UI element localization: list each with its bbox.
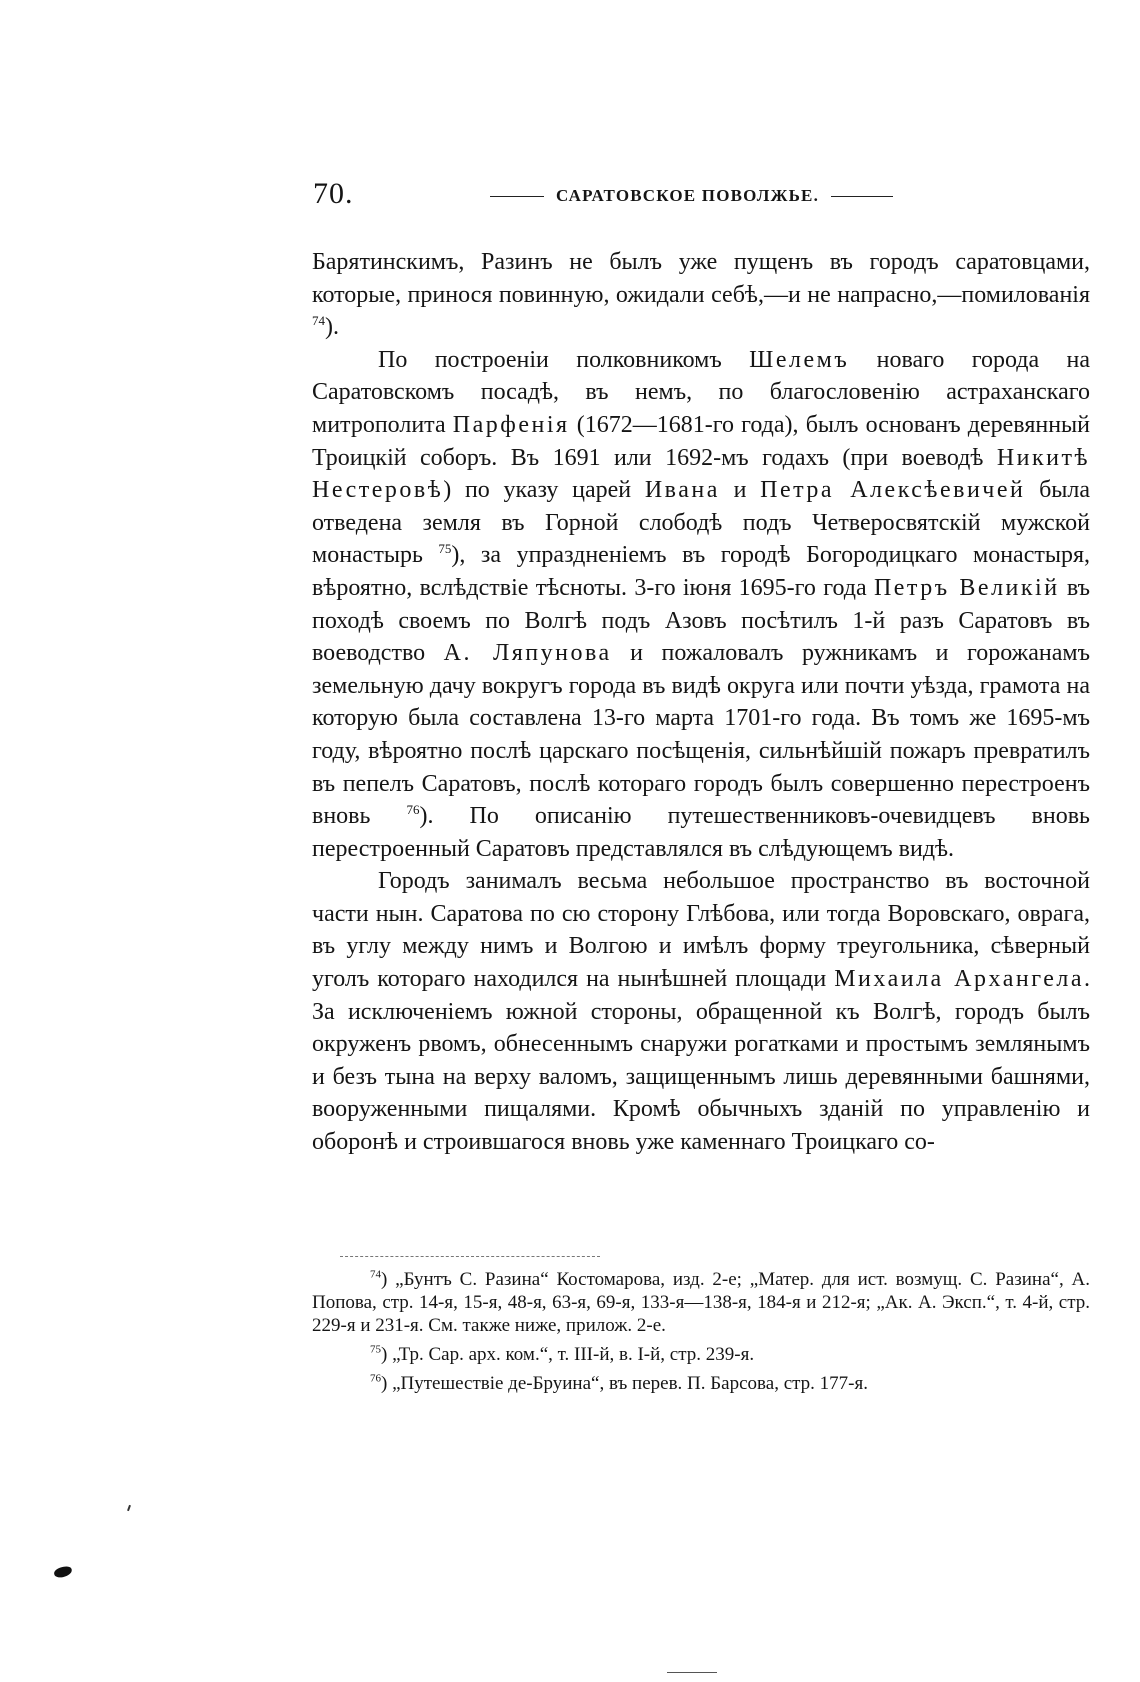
bottom-scan-mark bbox=[667, 1672, 717, 1673]
running-title: САРАТОВСКОЕ ПОВОЛЖЬЕ. bbox=[556, 186, 820, 205]
running-head bbox=[490, 186, 920, 206]
footnote-76: $^{76}$) „Путешествіе де-Бруина“, въ перев. П. Барсова, стр. 177-я. bbox=[370, 1372, 868, 1394]
paragraph-3: Городъ занималъ весьма небольшое пространство въ восточной части нын. Саратова по сю сторону Глѣбова, или тогда Воровскаго, оврага, въ углу между нимъ и Волгою и имѣлъ форму треугольника, сѣверный уголъ котораго находился на нынѣшней площади Михаила Архангела. За исключеніемъ южной стороны, обращенной къ Волгѣ, городъ былъ окруженъ рвомъ, обнесеннымъ снаружи рогатками и простымъ землянымъ и безъ тына на верху валомъ, защищеннымъ лишь деревянными башнями, вооруженными пищалями. Кромѣ обычныхъ зданій по управленію и оборонѣ и строившагося вновь уже каменнаго Троицкаго со- bbox=[312, 868, 1090, 1156]
running-head-rule-left bbox=[490, 196, 544, 197]
name-lyapunov: А. Ляпунова bbox=[443, 640, 612, 667]
footnote-ref-74: 74 bbox=[312, 313, 325, 329]
footnote-75: $^{75}$) „Тр. Сар. арх. ком.“, т. III-й, в. I-й, стр. 239-я. bbox=[370, 1343, 755, 1365]
footnote-74: $^{74}$) „Бунтъ С. Разина“ Костомарова, изд. 2-е; „Матер. для ист. возмущ. С. Разина“, А. Попова, стр. 14-я, 15-я, 48-я, 63-я, 69-я, 133-я—138-я, 184-я и 212-я; „Ак. А. Эксп.“, т. 4-й, стр. 229-я и 231-я. См. также ниже, прилож. 2-е. bbox=[312, 1268, 1090, 1336]
name-parfeniy: Парфенія bbox=[452, 411, 570, 438]
ink-blot bbox=[53, 1565, 73, 1579]
footnote-ref-75: 75 bbox=[438, 541, 452, 557]
name-mikhail: Михаила Архангела bbox=[834, 966, 1084, 993]
footnotes bbox=[312, 1268, 1090, 1401]
paragraph-2: По построеніи полковникомъ Шелемъ новаго города на Саратовскомъ посадѣ, въ немъ, по благословенію астраханскаго митрополита Парфенія (1672—1681-го года), былъ основанъ деревянный Троицкій соборъ. Въ 1691 или 1692-мъ годахъ (при воеводѣ Никитѣ Нестеровѣ) по указу царей Ивана и Петра Алексѣевичей была отведена земля въ Горной слободѣ подъ Четверосвятскій мужской монастырь $^{75}$), за упраздненіемъ въ городѣ Богородицкаго монастыря, вѣроятно, вслѣдствіе тѣсноты. 3-го іюня 1695-го года Петръ Великій въ походѣ своемъ по Волгѣ подъ Азовъ посѣтилъ 1-й разъ Саратовъ въ воеводство А. Ляпунова и пожаловалъ ружникамъ и горожанамъ земельную дачу вокругъ города въ видѣ округа или почти уѣзда, грамота на которую была составлена 13-го марта 1701-го года. Въ томъ же 1695-мъ году, вѣроятно послѣ царскаго посѣщенія, сильнѣйшій пожаръ превратилъ въ пепелъ Саратовъ, послѣ котораго городъ былъ совершенно перестроенъ вновь $^{76}$). По описанію путешественниковъ-очевидцевъ вновь перестроенный Саратовъ представлялся въ слѣдующемъ видѣ. bbox=[312, 346, 1091, 862]
name-petr-velikiy: Петръ Великій bbox=[873, 574, 1060, 601]
name-petr: Петра Алексѣевичей bbox=[760, 477, 1026, 504]
footnote-ref-76: 76 bbox=[406, 802, 420, 818]
footnote-separator bbox=[340, 1256, 600, 1258]
running-head-rule-right bbox=[831, 196, 893, 197]
scan-speck bbox=[127, 1505, 131, 1511]
name-ivan: Ивана bbox=[644, 477, 720, 504]
name-shel: Шелемъ bbox=[749, 346, 850, 373]
page-number: 70. bbox=[313, 177, 354, 210]
paragraph-1: Барятинскимъ, Разинъ не былъ уже пущенъ въ городъ саратовцами, которые, принося повинную, ожидали себѣ,—и не напрасно,—помилованія $^{74}$). bbox=[312, 249, 1090, 341]
name-nesterov: Никитѣ Нестеровѣ bbox=[312, 444, 1091, 504]
main-text bbox=[312, 246, 1090, 1159]
